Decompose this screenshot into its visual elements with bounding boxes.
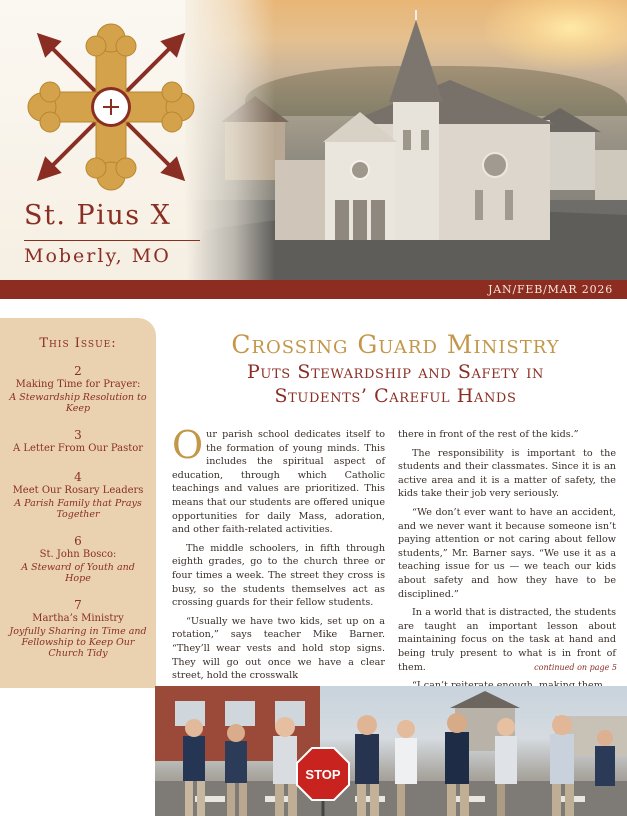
paragraph: The middle schoolers, in fifth through eighth grades, go to the church three or four times a week. The street they cross is busy, so the students themselves act as crossing guards for their fellow students. [172,542,385,609]
toc-title: A Letter From Our Pastor [12,443,144,454]
toc-subtitle: Joyfully Sharing in Time and Fellowship to Keep Our Church Tidy [9,626,147,659]
stop-sign-text: STOP [305,767,341,782]
article-headline [164,330,627,408]
toc-page-number: 6 [74,534,82,548]
paragraph: there in front of the rest of the kids.” [398,429,579,440]
parish-city: Moberly, MO [24,245,171,267]
toc-title: Martha’s Ministry [32,613,124,624]
toc-subtitle: A Steward of Youth and Hope [21,562,135,584]
toc-item[interactable] [8,428,148,456]
toc-item[interactable] [8,598,148,659]
headline-subtitle-line-2: Students’ Careful Hands [274,385,517,407]
paragraph: In a world that is distracted, the students are taught an important lesson about maintaining focus on the task at hand and being truly present to what is in front of them. [398,607,616,673]
toc-subtitle: A Stewardship Resolution to Keep [9,392,147,414]
article-column-1 [172,423,385,688]
crossing-guard-photo [155,686,627,816]
parish-cross-logo [26,22,196,192]
toc-page-number: 2 [74,364,82,378]
toc-subtitle: A Parish Family that Prays Together [14,498,142,520]
paragraph: The responsibility is important to the students and their classmates. Since it is an active area and it is a matter of safety, the kids take their job very seriously. [398,447,616,500]
students-crossing-illustration [155,686,627,816]
church-photo [185,0,627,280]
table-of-contents [8,364,148,673]
toc-page-number: 3 [74,428,82,442]
toc-title: Meet Our Rosary Leaders [12,485,144,496]
continued-note[interactable]: continued on page 5 [534,663,617,672]
paragraph: “We don’t ever want to have an accident, and we never want it because someone isn’t paying attention or not caring about fellow students,” Mr. Barner says. “We use it as a teaching issue for us — we teach our kids about safety and how they have to be disciplined.” [398,506,616,600]
sidebar-title: This Issue: [39,336,117,351]
issue-date-bar [0,280,627,299]
toc-page-number: 7 [74,598,82,612]
headline-title: Crossing Guard Ministry [231,330,560,359]
paragraph: Our parish school dedicates itself to the formation of young minds. This includes the spiritual aspect of education, through which Catholic teachings and values are prioritized. This means that our students are offered unique opportunities for daily Mass, adoration, and other faith-related activities. [172,423,385,536]
masthead-divider [24,240,200,241]
headline-subtitle-line-1: Puts Stewardship and Safety in [247,361,544,383]
masthead [0,0,627,280]
toc-item[interactable] [8,470,148,520]
issue-date: JAN/FEB/MAR 2026 [488,283,613,296]
this-issue-sidebar [0,318,156,688]
toc-page-number: 4 [74,470,82,484]
parish-name: St. Pius X [24,200,172,231]
toc-item[interactable] [8,364,148,414]
drop-cap: O [172,423,204,467]
toc-title: St. John Bosco: [39,549,117,560]
toc-title: Making Time for Prayer: [15,379,141,390]
article-column-2 [398,428,616,698]
paragraph: “Usually we have two kids, set up on a rotation,” says teacher Mike Barner. “They’ll wear vests and hold stop signs. They will go out once we have a clear street, hold the crosswalk [172,615,385,682]
toc-item[interactable] [8,534,148,584]
